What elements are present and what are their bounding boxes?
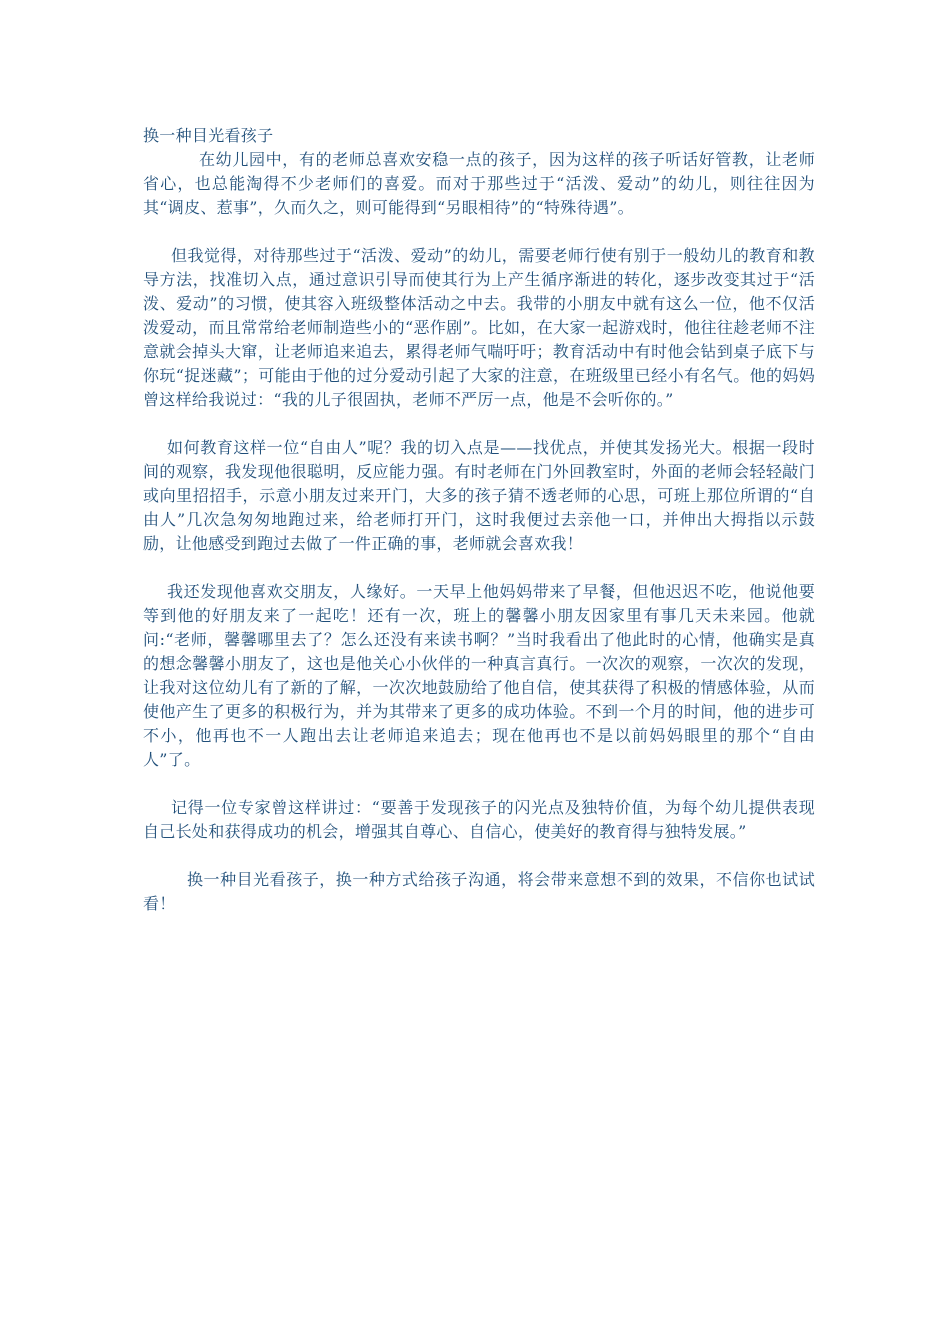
- paragraph-4: 我还发现他喜欢交朋友，人缘好。一天早上他妈妈带来了早餐，但他迟迟不吃，他说他要等到他的好朋友来了一起吃！还有一次，班上的馨馨小朋友因家里有事几天未来园。他就问:“老师，馨馨哪里去了？怎么还没有来读书啊？”当时我看出了他此时的心情，他确实是真的想念馨馨小朋友了，这也是他关心小伙伴的一种真言真行。一次次的观察，一次次的发现，让我对这位幼儿有了新的了解，一次次地鼓励给了他自信，使其获得了积极的情感体验，从而使他产生了更多的积极行为，并为其带来了更多的成功体验。不到一个月的时间，他的进步可不小，他再也不一人跑出去让老师追来追去；现在他再也不是以前妈妈眼里的那个“自由人”了。: [143, 582, 815, 769]
- paragraph-2: 但我觉得，对待那些过于“活泼、爱动”的幼儿，需要老师行使有别于一般幼儿的教育和教导方法，找准切入点，通过意识引导而使其行为上产生循序渐进的转化，逐步改变其过于“活泼、爱动”的习惯，使其容入班级整体活动之中去。我带的小朋友中就有这么一位，他不仅活泼爱动，而且常常给老师制造些小的“恶作剧”。比如，在大家一起游戏时，他往往趁老师不注意就会掉头大窜，让老师追来追去，累得老师气喘吁吁；教育活动中有时他会钻到桌子底下与你玩“捉迷藏”；可能由于他的过分爱动引起了大家的注意，在班级里已经小有名气。他的妈妈曾这样给我说过：“我的儿子很固执，老师不严厉一点，他是不会听你的。”: [143, 246, 815, 409]
- paragraph-5: 记得一位专家曾这样讲过：“要善于发现孩子的闪光点及独特价值，为每个幼儿提供表现自己长处和获得成功的机会，增强其自尊心、自信心，使美好的教育得与独特发展。”: [143, 798, 815, 841]
- paragraph-1: 在幼儿园中，有的老师总喜欢安稳一点的孩子，因为这样的孩子听话好管教，让老师省心，也总能淘得不少老师们的喜爱。而对于那些过于“活泼、爱动”的幼儿，则往往因为其“调皮、惹事”，久而久之，则可能得到“另眼相待”的“特殊待遇”。: [143, 150, 815, 217]
- document-title: 换一种目光看孩子: [143, 126, 274, 145]
- paragraph-6: 换一种目光看孩子，换一种方式给孩子沟通，将会带来意想不到的效果，不信你也试试看！: [143, 870, 815, 913]
- paragraph-3: 如何教育这样一位“自由人”呢？我的切入点是——找优点，并使其发扬光大。根据一段时间的观察，我发现他很聪明，反应能力强。有时老师在门外回教室时，外面的老师会轻轻敲门或向里招招手，示意小朋友过来开门，大多的孩子猜不透老师的心思，可班上那位所谓的“自由人”几次急匆匆地跑过来，给老师打开门，这时我便过去亲他一口，并伸出大拇指以示鼓励，让他感受到跑过去做了一件正确的事，老师就会喜欢我！: [143, 438, 815, 553]
- document-body: [143, 124, 815, 940]
